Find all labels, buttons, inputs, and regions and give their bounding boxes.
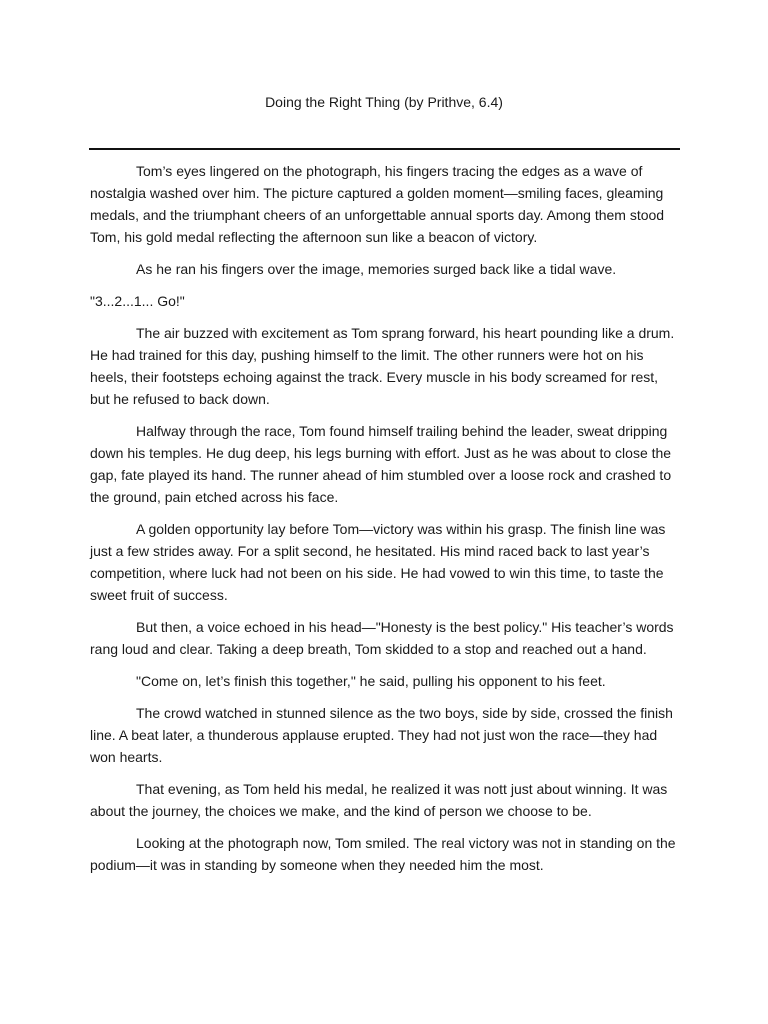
paragraph-6: A golden opportunity lay before Tom—victory was within his grasp. The finish line was just a few strides away. For a split second, he hesitated. His mind raced back to last year’s competition, where luck had not been on his side. He had vowed to win this time, to taste the sweet fruit of success.: [90, 521, 666, 603]
title-divider: [89, 148, 680, 150]
paragraph-3: "3...2...1... Go!": [90, 293, 185, 309]
paragraph-8: "Come on, let’s finish this together," he said, pulling his opponent to his feet.: [136, 673, 606, 689]
document-title: Doing the Right Thing (by Prithve, 6.4): [265, 94, 503, 110]
paragraph-9: The crowd watched in stunned silence as the two boys, side by side, crossed the finish line. A beat later, a thunderous applause erupted. They had not just won the race—they had won hearts.: [90, 705, 673, 765]
document-body: [90, 160, 680, 886]
paragraph-7: But then, a voice echoed in his head—"Honesty is the best policy." His teacher’s words rang loud and clear. Taking a deep breath, Tom skidded to a stop and reached out a hand.: [90, 619, 674, 657]
paragraph-5: Halfway through the race, Tom found himself trailing behind the leader, sweat dripping down his temples. He dug deep, his legs burning with effort. Just as he was about to close the gap, fate played its hand. The runner ahead of him stumbled over a loose rock and crashed to the ground, pain etched across his face.: [90, 423, 672, 505]
paragraph-4: The air buzzed with excitement as Tom sprang forward, his heart pounding like a drum. He had trained for this day, pushing himself to the limit. The other runners were hot on his heels, their footsteps echoing against the track. Every muscle in his body screamed for rest, but he refused to back down.: [90, 325, 675, 407]
paragraph-1: Tom’s eyes lingered on the photograph, his fingers tracing the edges as a wave of nostalgia washed over him. The picture captured a golden moment—smiling faces, gleaming medals, and the triumphant cheers of an unforgettable annual sports day. Among them stood Tom, his gold medal reflecting the afternoon sun like a beacon of victory.: [90, 163, 665, 245]
paragraph-2: As he ran his fingers over the image, memories surged back like a tidal wave.: [136, 261, 617, 277]
paragraph-11: Looking at the photograph now, Tom smiled. The real victory was not in standing on the podium—it was in standing by someone when they needed him the most.: [90, 835, 676, 873]
paragraph-10: That evening, as Tom held his medal, he realized it was nott just about winning. It was about the journey, the choices we make, and the kind of person we choose to be.: [90, 781, 668, 819]
